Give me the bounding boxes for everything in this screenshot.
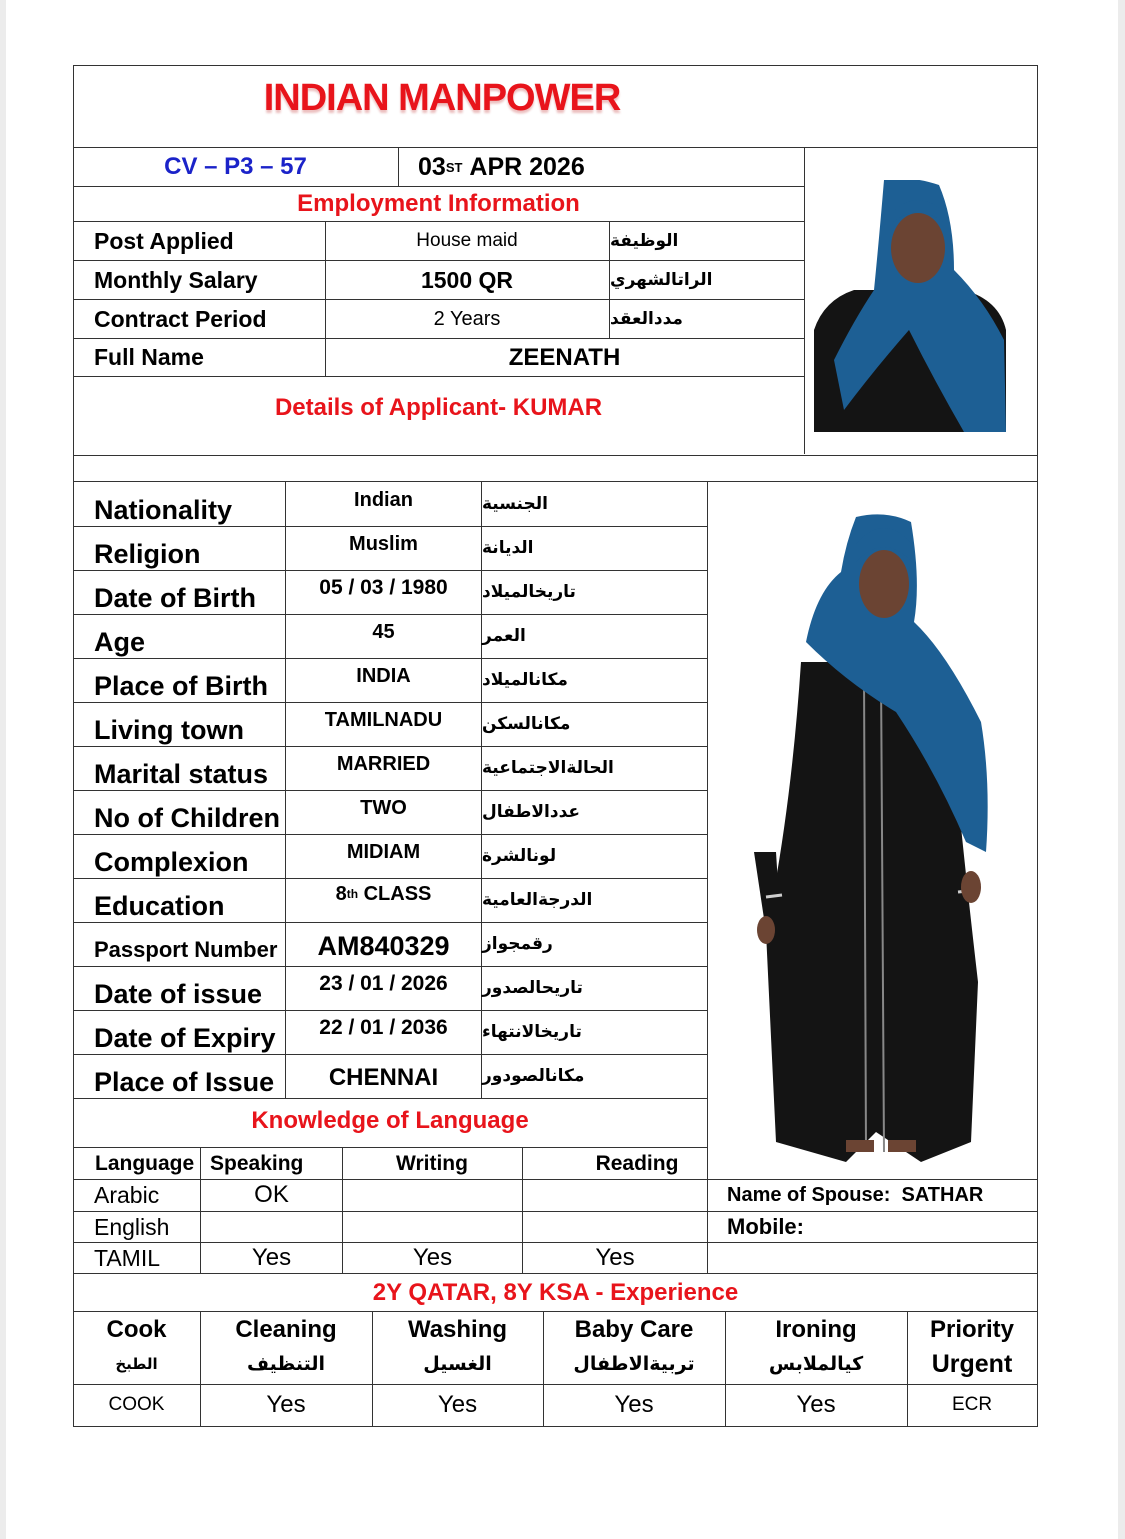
lang-name: TAMIL: [94, 1244, 161, 1271]
details-heading: Details of Applicant- KUMAR: [274, 394, 603, 421]
personal-value: INDIA: [356, 664, 411, 687]
personal-arabic: الحالةالاجتماعية: [482, 758, 614, 778]
personal-label: Education: [94, 890, 225, 921]
lang-name: Arabic: [94, 1181, 160, 1208]
personal-value: 8 th CLASS: [335, 882, 432, 905]
lang-speaking: OK: [254, 1181, 289, 1208]
personal-arabic: تاريخالميلاد: [482, 582, 576, 602]
cv-date: 03 ST APR 2026: [418, 152, 585, 181]
personal-label: Place of Birth: [94, 670, 269, 701]
company-title: INDIAN MANPOWER: [263, 76, 621, 119]
border-bottom: [73, 1426, 1038, 1427]
skill-arabic: الغسيل: [423, 1353, 492, 1375]
personal-arabic: الدرجةالعامية: [482, 890, 593, 910]
personal-arabic: العمر: [482, 626, 526, 646]
contract-period-value: 2 Years: [433, 307, 501, 330]
spouse-label: Name of Spouse:: [727, 1184, 891, 1206]
border-right: [1037, 65, 1038, 1427]
personal-value: 22 / 01 / 2036: [319, 1016, 448, 1039]
lang-speaking: Yes: [251, 1244, 292, 1271]
full-name-value: ZEENATH: [508, 343, 621, 371]
lang-reading: [523, 1212, 707, 1242]
skill-value: Yes: [437, 1391, 478, 1418]
personal-value: Muslim: [349, 532, 418, 555]
personal-arabic: مكانالصودور: [482, 1066, 585, 1086]
personal-value: TWO: [360, 796, 407, 819]
personal-value: CHENNAI: [328, 1064, 439, 1091]
lang-writing: Yes: [412, 1244, 453, 1271]
skill-value: Yes: [796, 1391, 836, 1418]
skill-value: Yes: [266, 1391, 306, 1418]
skill-name: Cleaning: [235, 1316, 337, 1343]
lang-speaking: [201, 1212, 342, 1242]
contract-period-arabic: مددالعقد: [610, 309, 683, 329]
personal-label: Date of issue: [94, 978, 263, 1009]
skill-name: Washing: [407, 1316, 508, 1343]
applicant-photo-small: [814, 180, 1006, 432]
personal-label: Date of Expiry: [94, 1022, 276, 1053]
lang-header-reading: Reading: [595, 1151, 679, 1175]
skill-arabic: التنظيف: [246, 1353, 326, 1375]
post-applied-label: Post Applied: [94, 227, 234, 254]
lang-header-writing: Writing: [396, 1151, 468, 1175]
lang-writing: [343, 1212, 522, 1242]
personal-value: 45: [372, 620, 395, 643]
mobile-label: Mobile:: [727, 1214, 804, 1239]
personal-value: AM840329: [317, 930, 450, 961]
skill-name: Ironing: [775, 1316, 857, 1343]
skill-name: Cook: [106, 1316, 167, 1343]
skill-arabic: الطبخ: [115, 1355, 158, 1373]
personal-label: Passport Number: [94, 937, 278, 962]
full-name-label: Full Name: [94, 344, 204, 370]
border-top: [73, 65, 1038, 66]
lang-header-language: Language: [95, 1151, 195, 1175]
skill-arabic: كيالملابس: [768, 1353, 864, 1375]
personal-label: No of Children: [94, 802, 280, 833]
monthly-salary-arabic: الراتالشهري: [610, 270, 713, 290]
lang-reading: Yes: [595, 1244, 635, 1271]
skill-arabic: تربيةالاطفال: [573, 1353, 695, 1375]
lang-header-speaking: Speaking: [210, 1151, 304, 1175]
personal-value: 05 / 03 / 1980: [319, 576, 448, 599]
personal-label: Complexion: [94, 846, 249, 877]
applicant-photo-full: [746, 512, 998, 1172]
cv-code: CV – P3 – 57: [164, 153, 307, 180]
personal-value: TAMILNADU: [324, 708, 443, 731]
personal-arabic: مكانالميلاد: [482, 670, 568, 690]
personal-value: Indian: [354, 488, 413, 511]
personal-arabic: الديانة: [482, 538, 534, 558]
personal-value: MARRIED: [336, 752, 431, 775]
skill-value: ECR: [951, 1394, 993, 1415]
language-heading: Knowledge of Language: [251, 1107, 529, 1134]
skill-arabic: Urgent: [931, 1349, 1013, 1378]
lang-name: English: [94, 1213, 170, 1240]
lang-reading: [523, 1180, 707, 1210]
skill-name: Priority: [929, 1316, 1015, 1343]
personal-label: Religion: [94, 538, 201, 569]
spouse-field: [727, 1180, 1027, 1211]
contract-period-label: Contract Period: [94, 305, 267, 332]
personal-arabic: تاريحالصدور: [482, 978, 583, 998]
personal-arabic: تاريخالانتهاء: [482, 1022, 582, 1042]
experience-heading: 2Y QATAR, 8Y KSA - Experience: [372, 1279, 739, 1306]
personal-label: Place of Issue: [94, 1066, 275, 1097]
skill-value: Yes: [614, 1391, 654, 1418]
monthly-salary-value: 1500 QR: [420, 266, 514, 293]
personal-label: Marital status: [94, 758, 269, 789]
personal-arabic: عددالاطفال: [482, 802, 581, 822]
spouse-name: SATHAR: [901, 1184, 984, 1206]
personal-label: Living town: [94, 714, 244, 745]
lang-writing: [343, 1180, 522, 1210]
monthly-salary-label: Monthly Salary: [94, 266, 258, 293]
personal-arabic: مكانالسكن: [482, 714, 571, 734]
personal-arabic: الجنسية: [482, 494, 548, 514]
personal-label: Date of Birth: [94, 582, 256, 613]
employment-heading: Employment Information: [297, 190, 580, 217]
personal-arabic: رقمجواز: [482, 934, 553, 954]
skill-value: COOK: [108, 1394, 165, 1415]
personal-value: 23 / 01 / 2026: [319, 972, 448, 995]
skill-name: Baby Care: [574, 1316, 694, 1343]
personal-label: Nationality: [94, 494, 233, 525]
post-applied-value: House maid: [416, 230, 518, 251]
cv-page: [6, 0, 1118, 1539]
post-applied-arabic: الوظيفة: [610, 231, 679, 251]
personal-value: MIDIAM: [346, 840, 421, 863]
personal-arabic: لونالشرة: [482, 846, 557, 866]
personal-label: Age: [94, 626, 146, 657]
